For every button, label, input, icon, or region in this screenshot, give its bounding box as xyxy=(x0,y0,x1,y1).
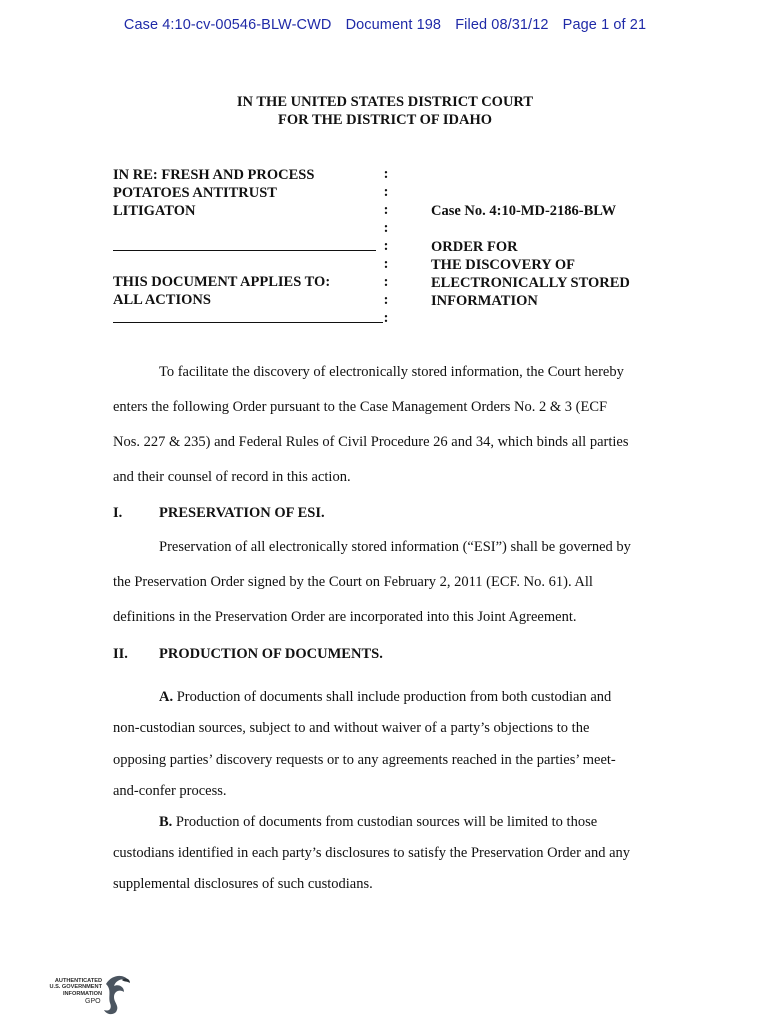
logo-text-line: INFORMATION xyxy=(62,990,102,997)
caption-applies-line: THIS DOCUMENT APPLIES TO: xyxy=(113,274,331,290)
logo-text xyxy=(40,978,102,997)
court-name-line2: FOR THE DISTRICT OF IDAHO xyxy=(277,112,493,128)
paragraph-a-line: Production of documents shall include production from both custodian and xyxy=(176,689,612,705)
section-2-heading: PRODUCTION OF DOCUMENTS. xyxy=(159,646,383,662)
paragraph-a-line: opposing parties’ discovery requests or to any agreements reached in the parties’ meet- xyxy=(113,752,616,768)
paragraph-b-label: B. xyxy=(159,814,173,830)
paragraph-a-first-line xyxy=(159,689,611,706)
order-title-line: THE DISCOVERY OF xyxy=(431,257,575,273)
caption-title xyxy=(113,166,314,220)
caption-colon: : xyxy=(383,202,389,218)
order-title-line: ELECTRONICALLY STORED xyxy=(431,275,630,291)
paragraph-b-line: Production of documents from custodian sources will be limited to those xyxy=(175,814,598,830)
header-filed-date: Filed 08/31/12 xyxy=(455,17,549,33)
caption-rule-top xyxy=(113,250,376,251)
paragraph-b-line: custodians identified in each party’s disclosures to satisfy the Preservation Order and any xyxy=(113,845,631,861)
caption-rule-bottom xyxy=(113,322,383,323)
caption-colon: : xyxy=(383,310,389,326)
case-number: Case No. 4:10-MD-2186-BLW xyxy=(431,203,617,219)
order-title-line: INFORMATION xyxy=(431,293,538,309)
caption-applies xyxy=(113,273,330,309)
caption-colon: : xyxy=(383,166,389,182)
caption-colon: : xyxy=(383,238,389,254)
intro-line: enters the following Order pursuant to the Case Management Orders No. 2 & 3 (ECF xyxy=(113,399,608,415)
paragraph-b-first-line xyxy=(159,814,597,831)
header-document-number: Document 198 xyxy=(345,17,442,33)
section-1-line: definitions in the Preservation Order are incorporated into this Joint Agreement. xyxy=(113,609,577,625)
section-1-line: the Preservation Order signed by the Court on February 2, 2011 (ECF. No. 61). All xyxy=(113,574,593,590)
intro-line: To facilitate the discovery of electronically stored information, the Court hereby xyxy=(159,364,624,380)
order-title-line: ORDER FOR xyxy=(431,239,518,255)
paragraph-b-line: supplemental disclosures of such custodians. xyxy=(113,876,373,892)
logo-text-line: U.S. GOVERNMENT xyxy=(49,984,102,991)
caption-colon: : xyxy=(383,256,389,272)
eagle-icon xyxy=(102,972,132,1018)
paragraph-a-line: and-confer process. xyxy=(113,783,227,799)
paragraph-a-line: non-custodian sources, subject to and without waiver of a party’s objections to the xyxy=(113,720,590,736)
section-1-number: I. xyxy=(113,505,123,521)
logo-text-line: AUTHENTICATED xyxy=(54,978,102,984)
caption-colon: : xyxy=(383,184,389,200)
caption-title-line: IN RE: FRESH AND PROCESS xyxy=(113,167,315,183)
intro-line: Nos. 227 & 235) and Federal Rules of Civil Procedure 26 and 34, which binds all parties xyxy=(113,434,629,450)
logo-gpo: GPO xyxy=(85,998,101,1005)
filing-header xyxy=(0,17,770,33)
header-page-number: Page 1 of 21 xyxy=(562,17,647,33)
caption-colon: : xyxy=(383,292,389,308)
court-name-line1: IN THE UNITED STATES DISTRICT COURT xyxy=(236,94,534,110)
intro-line: and their counsel of record in this action. xyxy=(113,469,351,485)
gpo-authentication-logo xyxy=(40,972,132,1018)
caption-colon: : xyxy=(383,274,389,290)
section-2-number: II. xyxy=(113,646,128,662)
caption-title-line: POTATOES ANTITRUST xyxy=(113,185,277,201)
section-1-heading: PRESERVATION OF ESI. xyxy=(159,505,325,521)
section-1-line: Preservation of all electronically stored information (“ESI”) shall be governed by xyxy=(159,539,631,555)
paragraph-a-label: A. xyxy=(159,689,174,705)
header-case-number: Case 4:10-cv-00546-BLW-CWD xyxy=(123,17,332,33)
order-title xyxy=(431,238,630,310)
caption-colon: : xyxy=(383,220,389,236)
caption-applies-line: ALL ACTIONS xyxy=(113,292,211,308)
caption-title-line: LITIGATON xyxy=(113,203,196,219)
